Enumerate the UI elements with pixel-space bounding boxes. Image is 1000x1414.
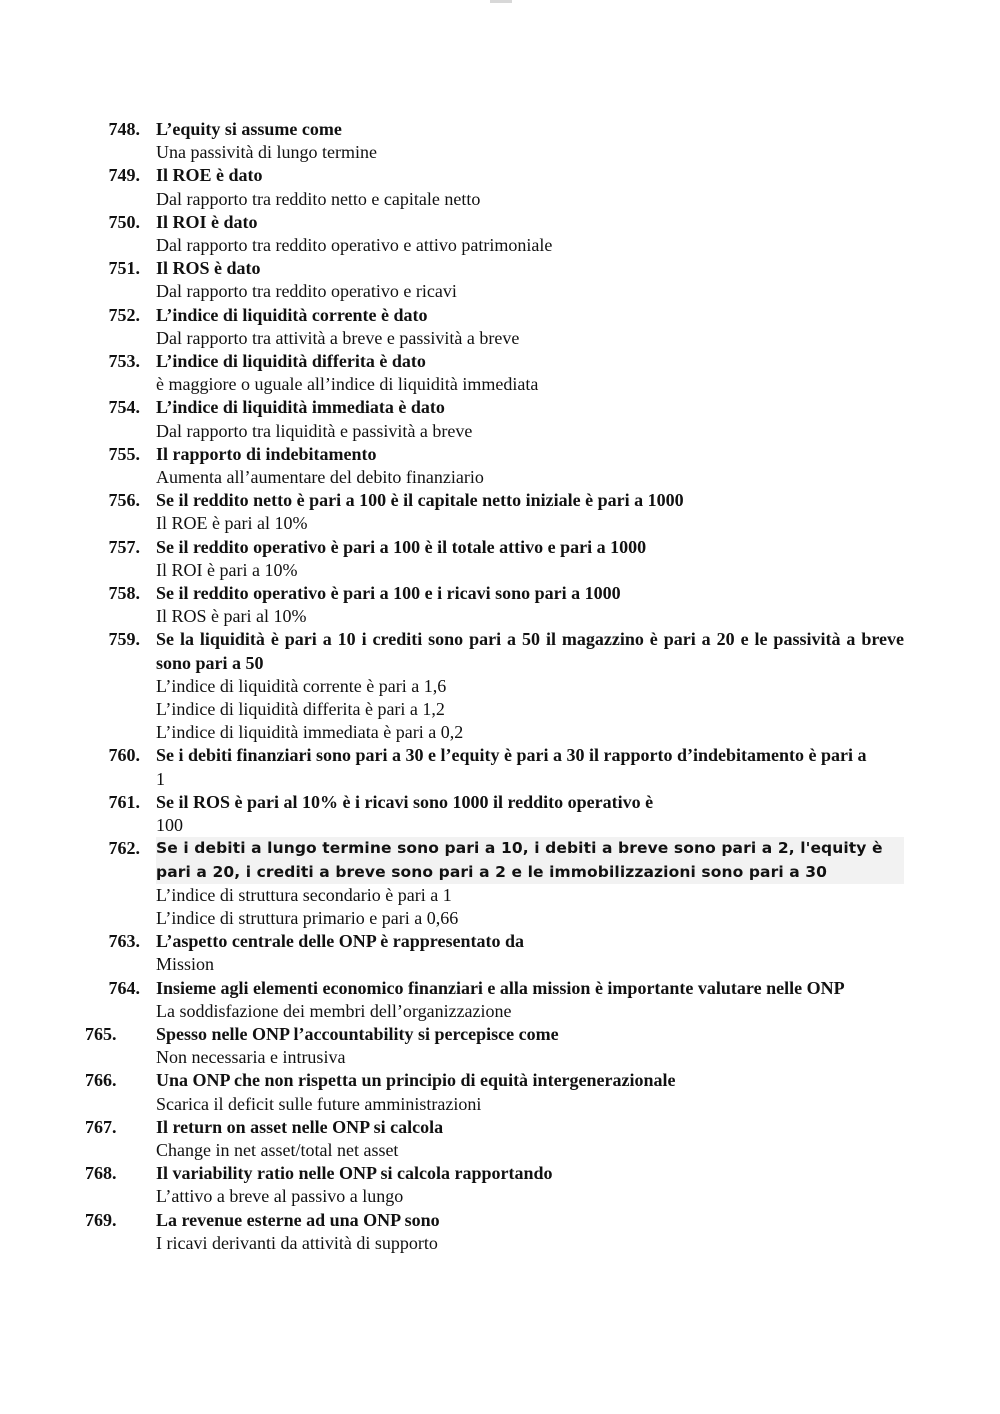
question-item [0, 164, 1000, 210]
question-number: 764. [108, 977, 140, 998]
answer-text: L’indice di liquidità differita è pari a 1,2 [156, 699, 445, 720]
question-item [0, 304, 1000, 350]
question-item [0, 582, 1000, 628]
question-item [0, 791, 1000, 837]
question-item [0, 350, 1000, 396]
answer-text: Dal rapporto tra liquidità e passività a breve [156, 420, 473, 441]
question-text: L’indice di liquidità immediata è dato [156, 397, 445, 418]
question-number: 759. [108, 629, 140, 650]
question-text: Se il reddito operativo è pari a 100 è il totale attivo e pari a 1000 [156, 536, 647, 557]
answer-text: Il ROE è pari al 10% [156, 513, 308, 534]
question-item [0, 1162, 1000, 1208]
question-number: 749. [108, 165, 140, 186]
question-text: Il ROE è dato [156, 165, 263, 186]
question-item [0, 443, 1000, 489]
question-text: Il return on asset nelle ONP si calcola [156, 1116, 444, 1137]
answer-text: L’indice di struttura secondario è pari a 1 [156, 884, 452, 905]
question-item [0, 977, 1000, 1023]
question-text: Il ROS è dato [156, 258, 261, 279]
answer-text: L’indice di liquidità immediata è pari a 0,2 [156, 722, 464, 743]
question-number: 762. [108, 838, 140, 859]
answer-text: Il ROI è pari a 10% [156, 559, 298, 580]
question-number: 752. [108, 304, 140, 325]
question-item [0, 628, 1000, 744]
question-item [0, 837, 1000, 930]
header-mark [490, 0, 512, 3]
answer-text: L’indice di liquidità corrente è pari a 1,6 [156, 675, 447, 696]
answer-text: Dal rapporto tra reddito netto e capitale netto [156, 188, 481, 209]
question-text: L’aspetto centrale delle ONP è rappresentato da [156, 931, 524, 952]
question-text: Se i debiti a lungo termine sono pari a 10, i debiti a breve sono pari a 2, l'equity è pari a 20, i crediti a breve sono pari a 2 e le immobilizzazioni sono pari a 30 [156, 837, 904, 883]
question-text: Il ROI è dato [156, 211, 258, 232]
question-number: 765. [85, 1023, 117, 1044]
question-item [0, 1069, 1000, 1115]
question-number: 763. [108, 931, 140, 952]
question-item [0, 930, 1000, 976]
question-item [0, 396, 1000, 442]
question-number: 748. [108, 119, 140, 139]
question-number: 755. [108, 443, 140, 464]
answer-text: Una passività di lungo termine [156, 142, 377, 163]
question-text: Il rapporto di indebitamento [156, 443, 377, 464]
question-item [0, 489, 1000, 535]
question-item [0, 211, 1000, 257]
answer-text: Mission [156, 954, 215, 975]
question-text: Insieme agli elementi economico finanziari e alla mission è importante valutare nelle ONP [156, 977, 845, 998]
question-text: Se il ROS è pari al 10% è i ricavi sono 1000 il reddito operativo è [156, 791, 654, 812]
question-item [0, 744, 1000, 790]
question-item [0, 257, 1000, 303]
question-number: 766. [85, 1070, 117, 1091]
question-number: 754. [108, 397, 140, 418]
question-item [0, 118, 1000, 164]
question-text: L’indice di liquidità corrente è dato [156, 304, 428, 325]
question-number: 757. [108, 536, 140, 557]
question-text: L’indice di liquidità differita è dato [156, 351, 426, 372]
answer-text: I ricavi derivanti da attività di supporto [156, 1232, 438, 1253]
question-list [0, 118, 1000, 1255]
question-text: Il variability ratio nelle ONP si calcola rapportando [156, 1163, 553, 1184]
answer-text: Dal rapporto tra reddito operativo e ricavi [156, 281, 457, 302]
question-number: 750. [108, 211, 140, 232]
question-item [0, 1209, 1000, 1255]
question-number: 761. [108, 791, 140, 812]
answer-text: Aumenta all’aumentare del debito finanziario [156, 467, 484, 488]
question-number: 753. [108, 351, 140, 372]
question-number: 769. [85, 1209, 117, 1230]
question-number: 768. [85, 1163, 117, 1184]
question-item [0, 1116, 1000, 1162]
answer-text: Change in net asset/total net asset [156, 1139, 399, 1160]
question-number: 758. [108, 583, 140, 604]
question-text: Se il reddito operativo è pari a 100 e i ricavi sono pari a 1000 [156, 583, 621, 604]
answer-text: Non necessaria e intrusiva [156, 1047, 346, 1068]
question-text: Se il reddito netto è pari a 100 è il capitale netto iniziale è pari a 1000 [156, 490, 684, 511]
question-text: Una ONP che non rispetta un principio di equità intergenerazionale [156, 1070, 676, 1091]
answer-text: Il ROS è pari al 10% [156, 606, 307, 627]
question-item [0, 536, 1000, 582]
answer-text: La soddisfazione dei membri dell’organizzazione [156, 1000, 512, 1021]
question-text: L’equity si assume come [156, 119, 342, 139]
question-number: 751. [108, 258, 140, 279]
question-text: Spesso nelle ONP l’accountability si percepisce come [156, 1023, 559, 1044]
question-number: 756. [108, 490, 140, 511]
question-text: Se la liquidità è pari a 10 i crediti sono pari a 50 il magazzino è pari a 20 e le passività a breve sono pari a 50 [156, 629, 904, 673]
question-item [0, 1023, 1000, 1069]
question-text: Se i debiti finanziari sono pari a 30 e l’equity è pari a 30 il rapporto d’indebitamento è pari a [156, 745, 867, 766]
answer-text: 1 [156, 768, 165, 789]
answer-text: Dal rapporto tra reddito operativo e attivo patrimoniale [156, 235, 553, 256]
question-number: 767. [85, 1116, 117, 1137]
answer-text: Scarica il deficit sulle future amministrazioni [156, 1093, 482, 1114]
answer-text: 100 [156, 815, 183, 836]
answer-text: è maggiore o uguale all’indice di liquidità immediata [156, 374, 539, 395]
answer-text: Dal rapporto tra attività a breve e passività a breve [156, 327, 520, 348]
answer-text: L’attivo a breve al passivo a lungo [156, 1186, 404, 1207]
question-text: La revenue esterne ad una ONP sono [156, 1209, 440, 1230]
answer-text: L’indice di struttura primario e pari a 0,66 [156, 907, 459, 928]
question-number: 760. [108, 745, 140, 766]
